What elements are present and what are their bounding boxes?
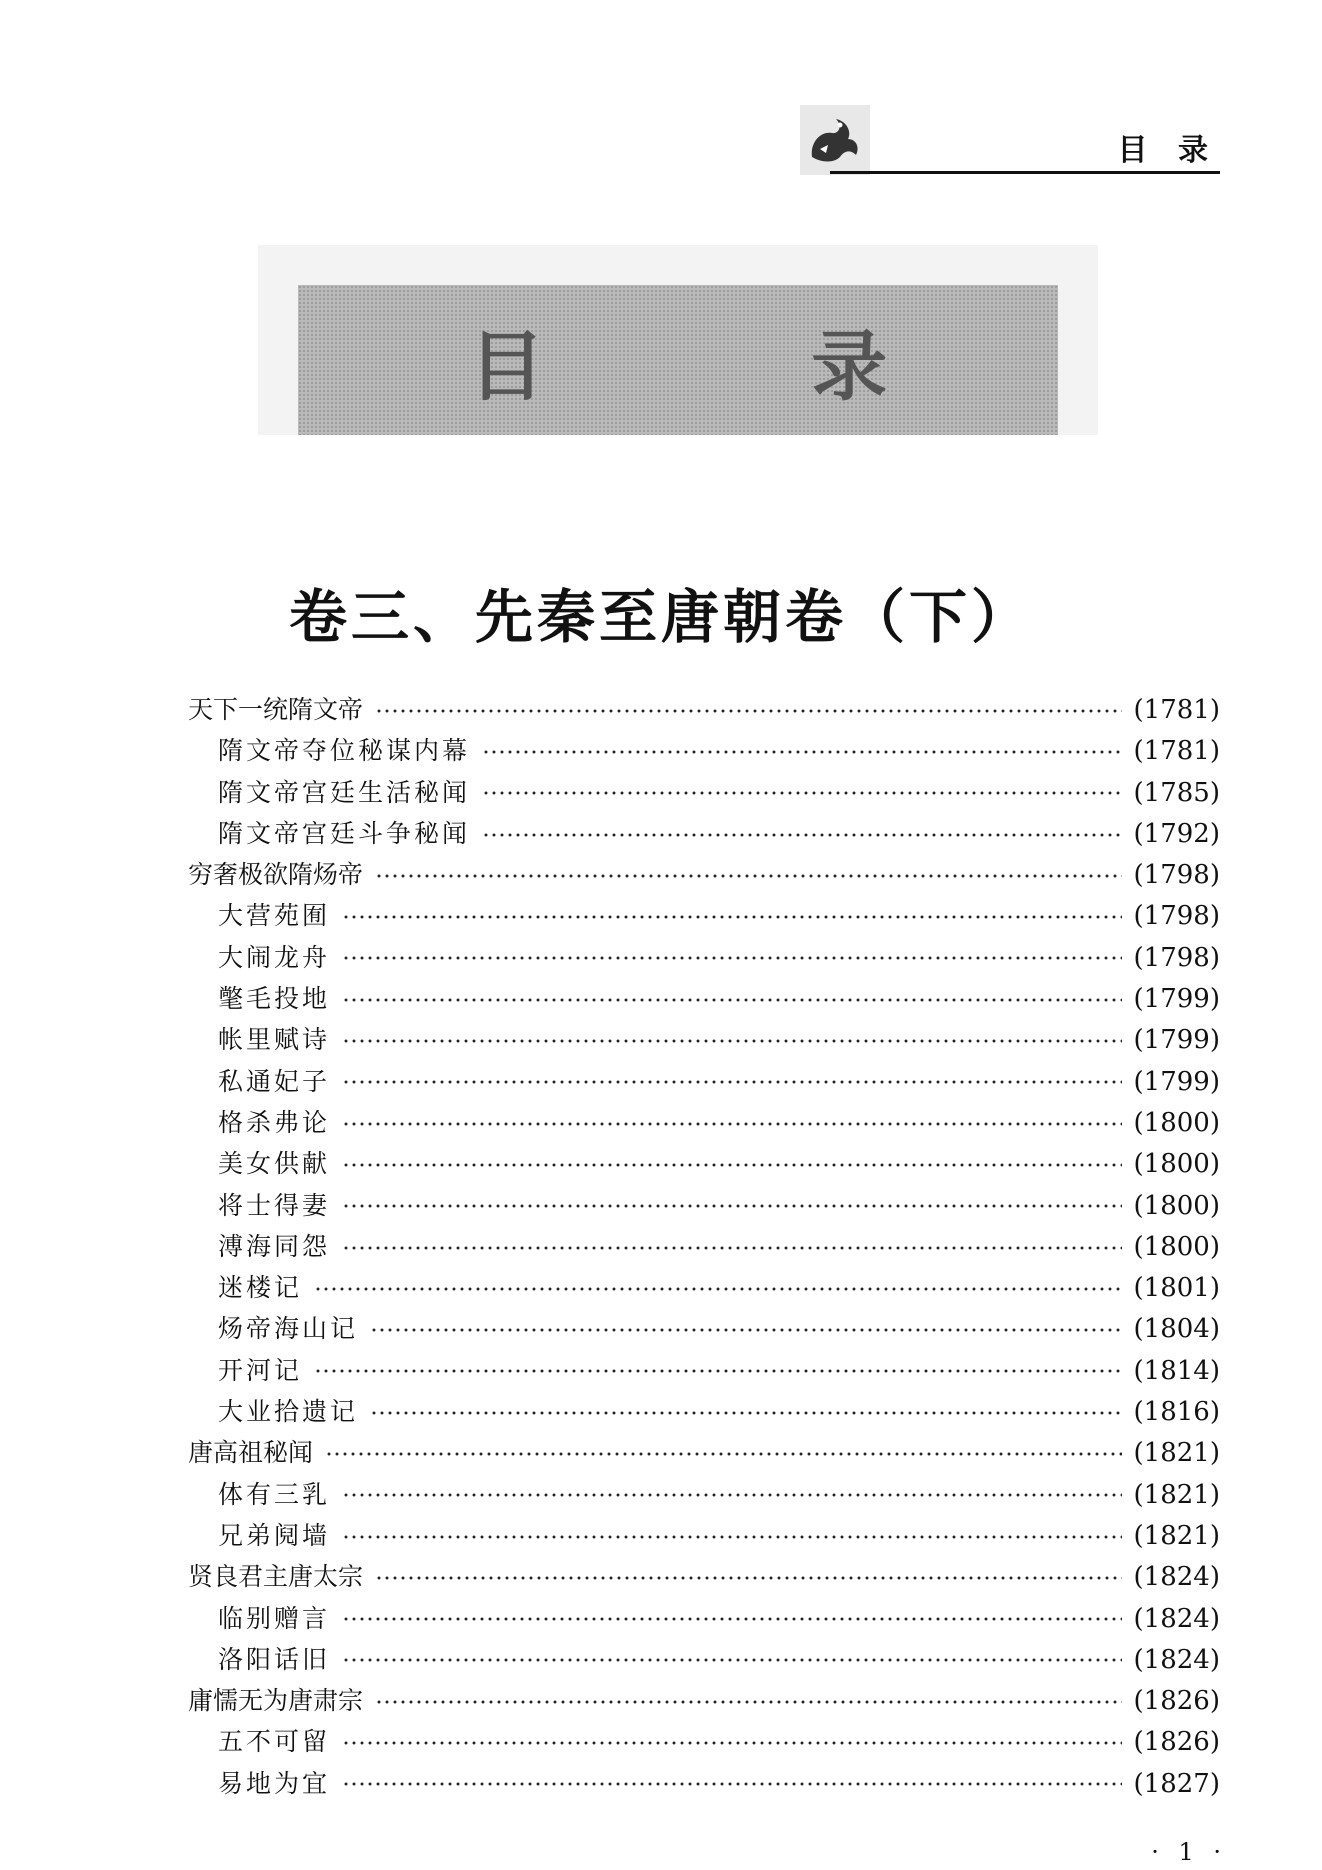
toc-entry-title: 庸懦无为唐肃宗 — [188, 1686, 364, 1716]
toc-banner — [298, 285, 1058, 435]
banner-title: 目 录 — [468, 321, 1008, 411]
toc-entry-page: (1799) — [1133, 1025, 1220, 1056]
toc-entry-title: 美女供献 — [218, 1149, 331, 1179]
toc-entry-page: (1826) — [1133, 1727, 1220, 1758]
leader-dots — [342, 955, 1122, 961]
leader-dots — [342, 1492, 1122, 1498]
leader-dots — [342, 1245, 1122, 1251]
leader-dots — [482, 832, 1122, 838]
toc-entry-title: 大闹龙舟 — [218, 942, 331, 972]
toc-entry-chapter[interactable] — [188, 1433, 1220, 1474]
leader-dots — [375, 1699, 1122, 1705]
toc-entry-page: (1798) — [1133, 860, 1220, 891]
toc-entry-page: (1800) — [1133, 1107, 1220, 1138]
toc-list — [188, 690, 1220, 1805]
toc-entry-title: 穷奢极欲隋炀帝 — [188, 860, 364, 890]
toc-entry-title: 易地为宜 — [218, 1768, 331, 1798]
leader-dots — [342, 1616, 1122, 1622]
leader-dots — [482, 749, 1122, 755]
toc-entry-chapter[interactable] — [188, 690, 1220, 731]
toc-entry-title: 帐里赋诗 — [218, 1025, 331, 1055]
page-number: · 1 · — [1151, 1838, 1227, 1866]
leader-dots — [482, 790, 1122, 796]
toc-entry-section[interactable] — [188, 1351, 1220, 1392]
toc-entry-section[interactable] — [188, 1475, 1220, 1516]
toc-entry-section[interactable] — [188, 814, 1220, 855]
toc-entry-section[interactable] — [188, 1309, 1220, 1350]
running-header — [800, 105, 1220, 175]
toc-entry-section[interactable] — [188, 1020, 1220, 1061]
toc-entry-title: 临别赠言 — [218, 1603, 331, 1633]
toc-entry-page: (1781) — [1133, 695, 1220, 725]
toc-entry-title: 五不可留 — [218, 1727, 331, 1757]
toc-entry-section[interactable] — [188, 1392, 1220, 1433]
toc-entry-page: (1781) — [1133, 736, 1220, 767]
leader-dots — [375, 708, 1122, 714]
header-rule — [830, 171, 1220, 174]
toc-entry-title: 迷楼记 — [218, 1273, 303, 1303]
toc-entry-page: (1798) — [1133, 942, 1220, 973]
leader-dots — [342, 1079, 1122, 1085]
toc-entry-chapter[interactable] — [188, 1557, 1220, 1598]
leader-dots — [342, 1534, 1122, 1540]
toc-entry-section[interactable] — [188, 1599, 1220, 1640]
leader-dots — [342, 1203, 1122, 1209]
toc-entry-section[interactable] — [188, 938, 1220, 979]
toc-entry-title: 兄弟阋墙 — [218, 1520, 331, 1550]
toc-entry-title: 大业拾遗记 — [218, 1397, 359, 1427]
toc-entry-page: (1821) — [1133, 1479, 1220, 1510]
toc-entry-title: 氅毛投地 — [218, 984, 331, 1014]
toc-entry-section[interactable] — [188, 896, 1220, 937]
toc-entry-title: 将士得妻 — [218, 1190, 331, 1220]
toc-entry-section[interactable] — [188, 773, 1220, 814]
toc-entry-section[interactable] — [188, 1186, 1220, 1227]
toc-entry-page: (1821) — [1133, 1438, 1220, 1469]
toc-entry-page: (1798) — [1133, 901, 1220, 932]
toc-entry-title: 开河记 — [218, 1355, 303, 1385]
toc-entry-title: 隋文帝宫廷斗争秘闻 — [218, 818, 471, 848]
toc-entry-section[interactable] — [188, 1144, 1220, 1185]
leader-dots — [342, 1740, 1122, 1746]
toc-entry-section[interactable] — [188, 1764, 1220, 1805]
toc-entry-page: (1826) — [1133, 1686, 1220, 1717]
toc-entry-section[interactable] — [188, 1268, 1220, 1309]
toc-entry-page: (1799) — [1133, 984, 1220, 1015]
toc-entry-page: (1800) — [1133, 1149, 1220, 1180]
toc-entry-page: (1824) — [1133, 1644, 1220, 1675]
toc-entry-page: (1816) — [1133, 1397, 1220, 1428]
header-title: 目 录 — [1117, 133, 1218, 168]
toc-entry-section[interactable] — [188, 1103, 1220, 1144]
toc-entry-title: 隋文帝宫廷生活秘闻 — [218, 777, 471, 807]
toc-entry-page: (1800) — [1133, 1190, 1220, 1221]
toc-entry-title: 格杀弗论 — [218, 1107, 331, 1137]
leader-dots — [342, 1121, 1122, 1127]
toc-entry-section[interactable] — [188, 1516, 1220, 1557]
toc-entry-title: 唐高祖秘闻 — [188, 1438, 314, 1468]
leader-dots — [314, 1286, 1122, 1292]
leader-dots — [342, 1038, 1122, 1044]
leader-dots — [342, 1162, 1122, 1168]
toc-entry-page: (1800) — [1133, 1231, 1220, 1262]
toc-entry-page: (1799) — [1133, 1066, 1220, 1097]
dragon-emblem-icon — [800, 105, 870, 175]
toc-entry-title: 大营苑囿 — [218, 901, 331, 931]
toc-entry-section[interactable] — [188, 1227, 1220, 1268]
toc-entry-title: 天下一统隋文帝 — [188, 695, 364, 724]
toc-entry-title: 洛阳话旧 — [218, 1644, 331, 1674]
toc-entry-page: (1801) — [1133, 1273, 1220, 1304]
toc-entry-page: (1827) — [1133, 1768, 1220, 1799]
toc-entry-section[interactable] — [188, 731, 1220, 772]
leader-dots — [375, 873, 1122, 879]
toc-entry-section[interactable] — [188, 1062, 1220, 1103]
leader-dots — [342, 1657, 1122, 1663]
toc-entry-page: (1821) — [1133, 1520, 1220, 1551]
toc-entry-page: (1785) — [1133, 777, 1220, 808]
leader-dots — [314, 1368, 1122, 1374]
leader-dots — [375, 1575, 1122, 1581]
toc-entry-title: 私通妃子 — [218, 1066, 331, 1096]
toc-entry-page: (1814) — [1133, 1355, 1220, 1386]
toc-entry-title: 炀帝海山记 — [218, 1314, 359, 1344]
toc-entry-section[interactable] — [188, 979, 1220, 1020]
toc-entry-title: 隋文帝夺位秘谋内幕 — [218, 736, 471, 766]
volume-title: 卷三、先秦至唐朝卷（下） — [288, 583, 1033, 651]
leader-dots — [342, 914, 1122, 920]
leader-dots — [342, 1781, 1122, 1787]
toc-entry-title: 溥海同怨 — [218, 1231, 331, 1261]
toc-entry-page: (1824) — [1133, 1603, 1220, 1634]
leader-dots — [325, 1451, 1122, 1457]
toc-entry-title: 体有三乳 — [218, 1479, 331, 1509]
toc-entry-title: 贤良君主唐太宗 — [188, 1562, 364, 1592]
leader-dots — [370, 1410, 1122, 1416]
toc-entry-section[interactable] — [188, 1640, 1220, 1681]
toc-entry-page: (1824) — [1133, 1562, 1220, 1593]
leader-dots — [342, 997, 1122, 1003]
toc-entry-page: (1792) — [1133, 818, 1220, 849]
toc-entry-page: (1804) — [1133, 1314, 1220, 1345]
toc-entry-chapter[interactable] — [188, 855, 1220, 896]
leader-dots — [370, 1327, 1122, 1333]
toc-entry-section[interactable] — [188, 1722, 1220, 1763]
toc-entry-chapter[interactable] — [188, 1681, 1220, 1722]
